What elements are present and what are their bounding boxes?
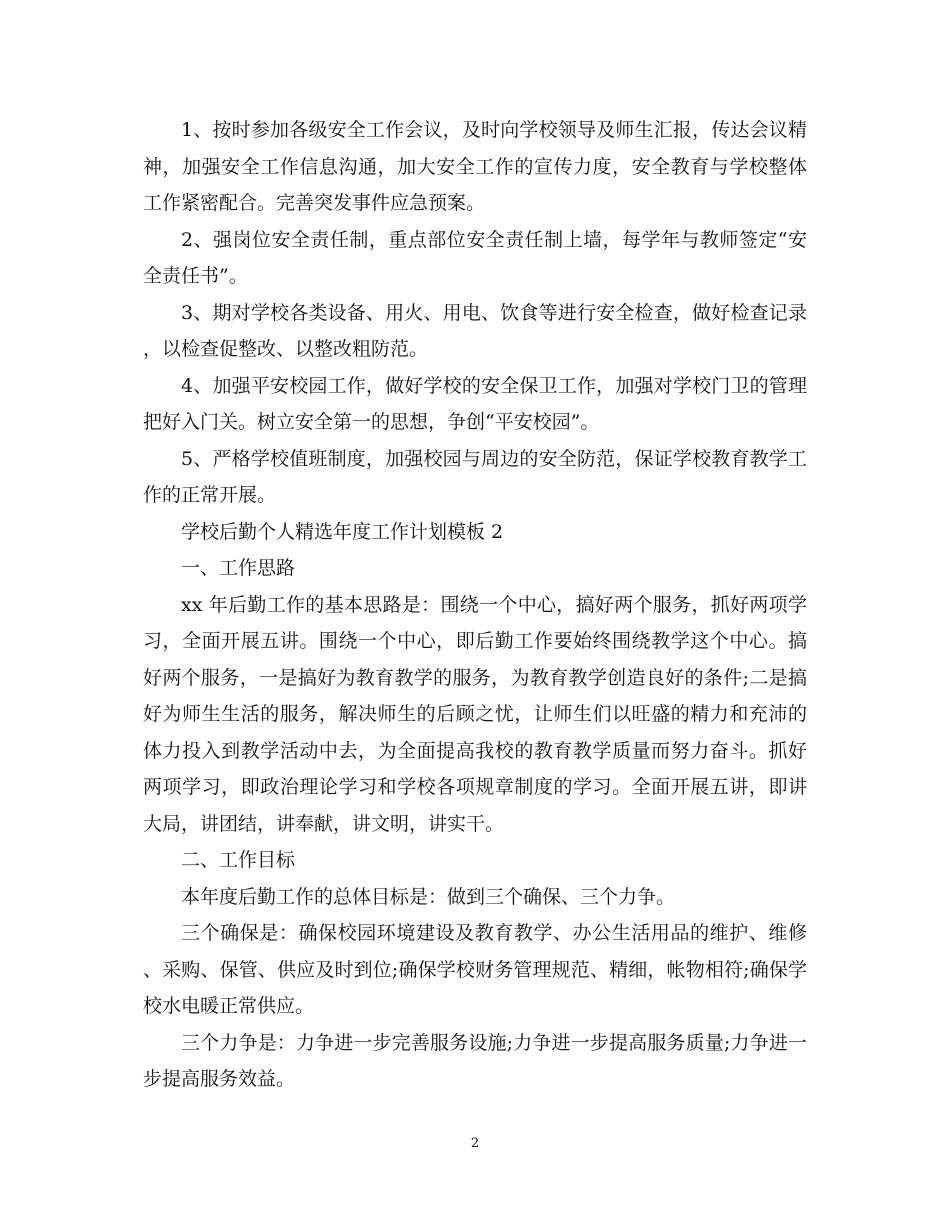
paragraph-item-1: 1、按时参加各级安全工作会议，及时向学校领导及师生汇报，传达会议精神，加强安全工作信息沟通，加大安全工作的宣传力度，安全教育与学校整体工作紧密配合。完善突发事件应急预案。 [143, 119, 807, 214]
page-number: 2 [470, 1136, 480, 1151]
paragraph-work-thinking: xx 年后勤工作的基本思路是：围绕一个中心，搞好两个服务，抓好两项学习，全面开展五讲。围绕一个中心，即后勤工作要始终围绕教学这个中心。搞好两个服务，一是搞好为教育教学的服务，为教育教学创造良好的条件;二是搞好为师生生活的服务，解决师生的后顾之忧，让师生们以旺盛的精力和充沛的体力投入到教学活动中去，为全面提高我校的教育教学质量而努力奋斗。抓好两项学习，即政治理论学习和学校各项规章制度的学习。全面开展五讲，即讲大局，讲团结，讲奉献，讲文明，讲实干。 [143, 593, 807, 835]
section-heading-work-goals: 二、工作目标 [181, 849, 296, 871]
paragraph-item-4: 4、加强平安校园工作，做好学校的安全保卫工作，加强对学校门卫的管理把好入门关。树立安全第一的思想，争创“平安校园”。 [143, 374, 807, 433]
paragraph-item-2: 2、强岗位安全责任制，重点部位安全责任制上墙，每学年与教师签定“安全责任书”。 [143, 228, 807, 287]
paragraph-item-5: 5、严格学校值班制度，加强校园与周边的安全防范，保证学校教育教学工作的正常开展。 [143, 447, 807, 506]
paragraph-overall-goal: 本年度后勤工作的总体目标是：做到三个确保、三个力争。 [181, 885, 676, 908]
paragraph-three-ensures: 三个确保是：确保校园环境建设及教育教学、办公生活用品的维护、维修、采购、保管、供应及时到位;确保学校财务管理规范、精细，帐物相符;确保学校水电暖正常供应。 [143, 922, 807, 1017]
paragraph-three-strives: 三个力争是：力争进一步完善服务设施;力争进一步提高服务质量;力争进一步提高服务效益。 [143, 1031, 807, 1090]
document-body [143, 112, 807, 1098]
section-heading-work-thinking: 一、工作思路 [181, 557, 296, 579]
section-title: 学校后勤个人精选年度工作计划模板 2 [181, 520, 504, 543]
paragraph-item-3: 3、期对学校各类设备、用火、用电、饮食等进行安全检查，做好检查记录，以检查促整改、以整改粗防范。 [143, 301, 807, 360]
